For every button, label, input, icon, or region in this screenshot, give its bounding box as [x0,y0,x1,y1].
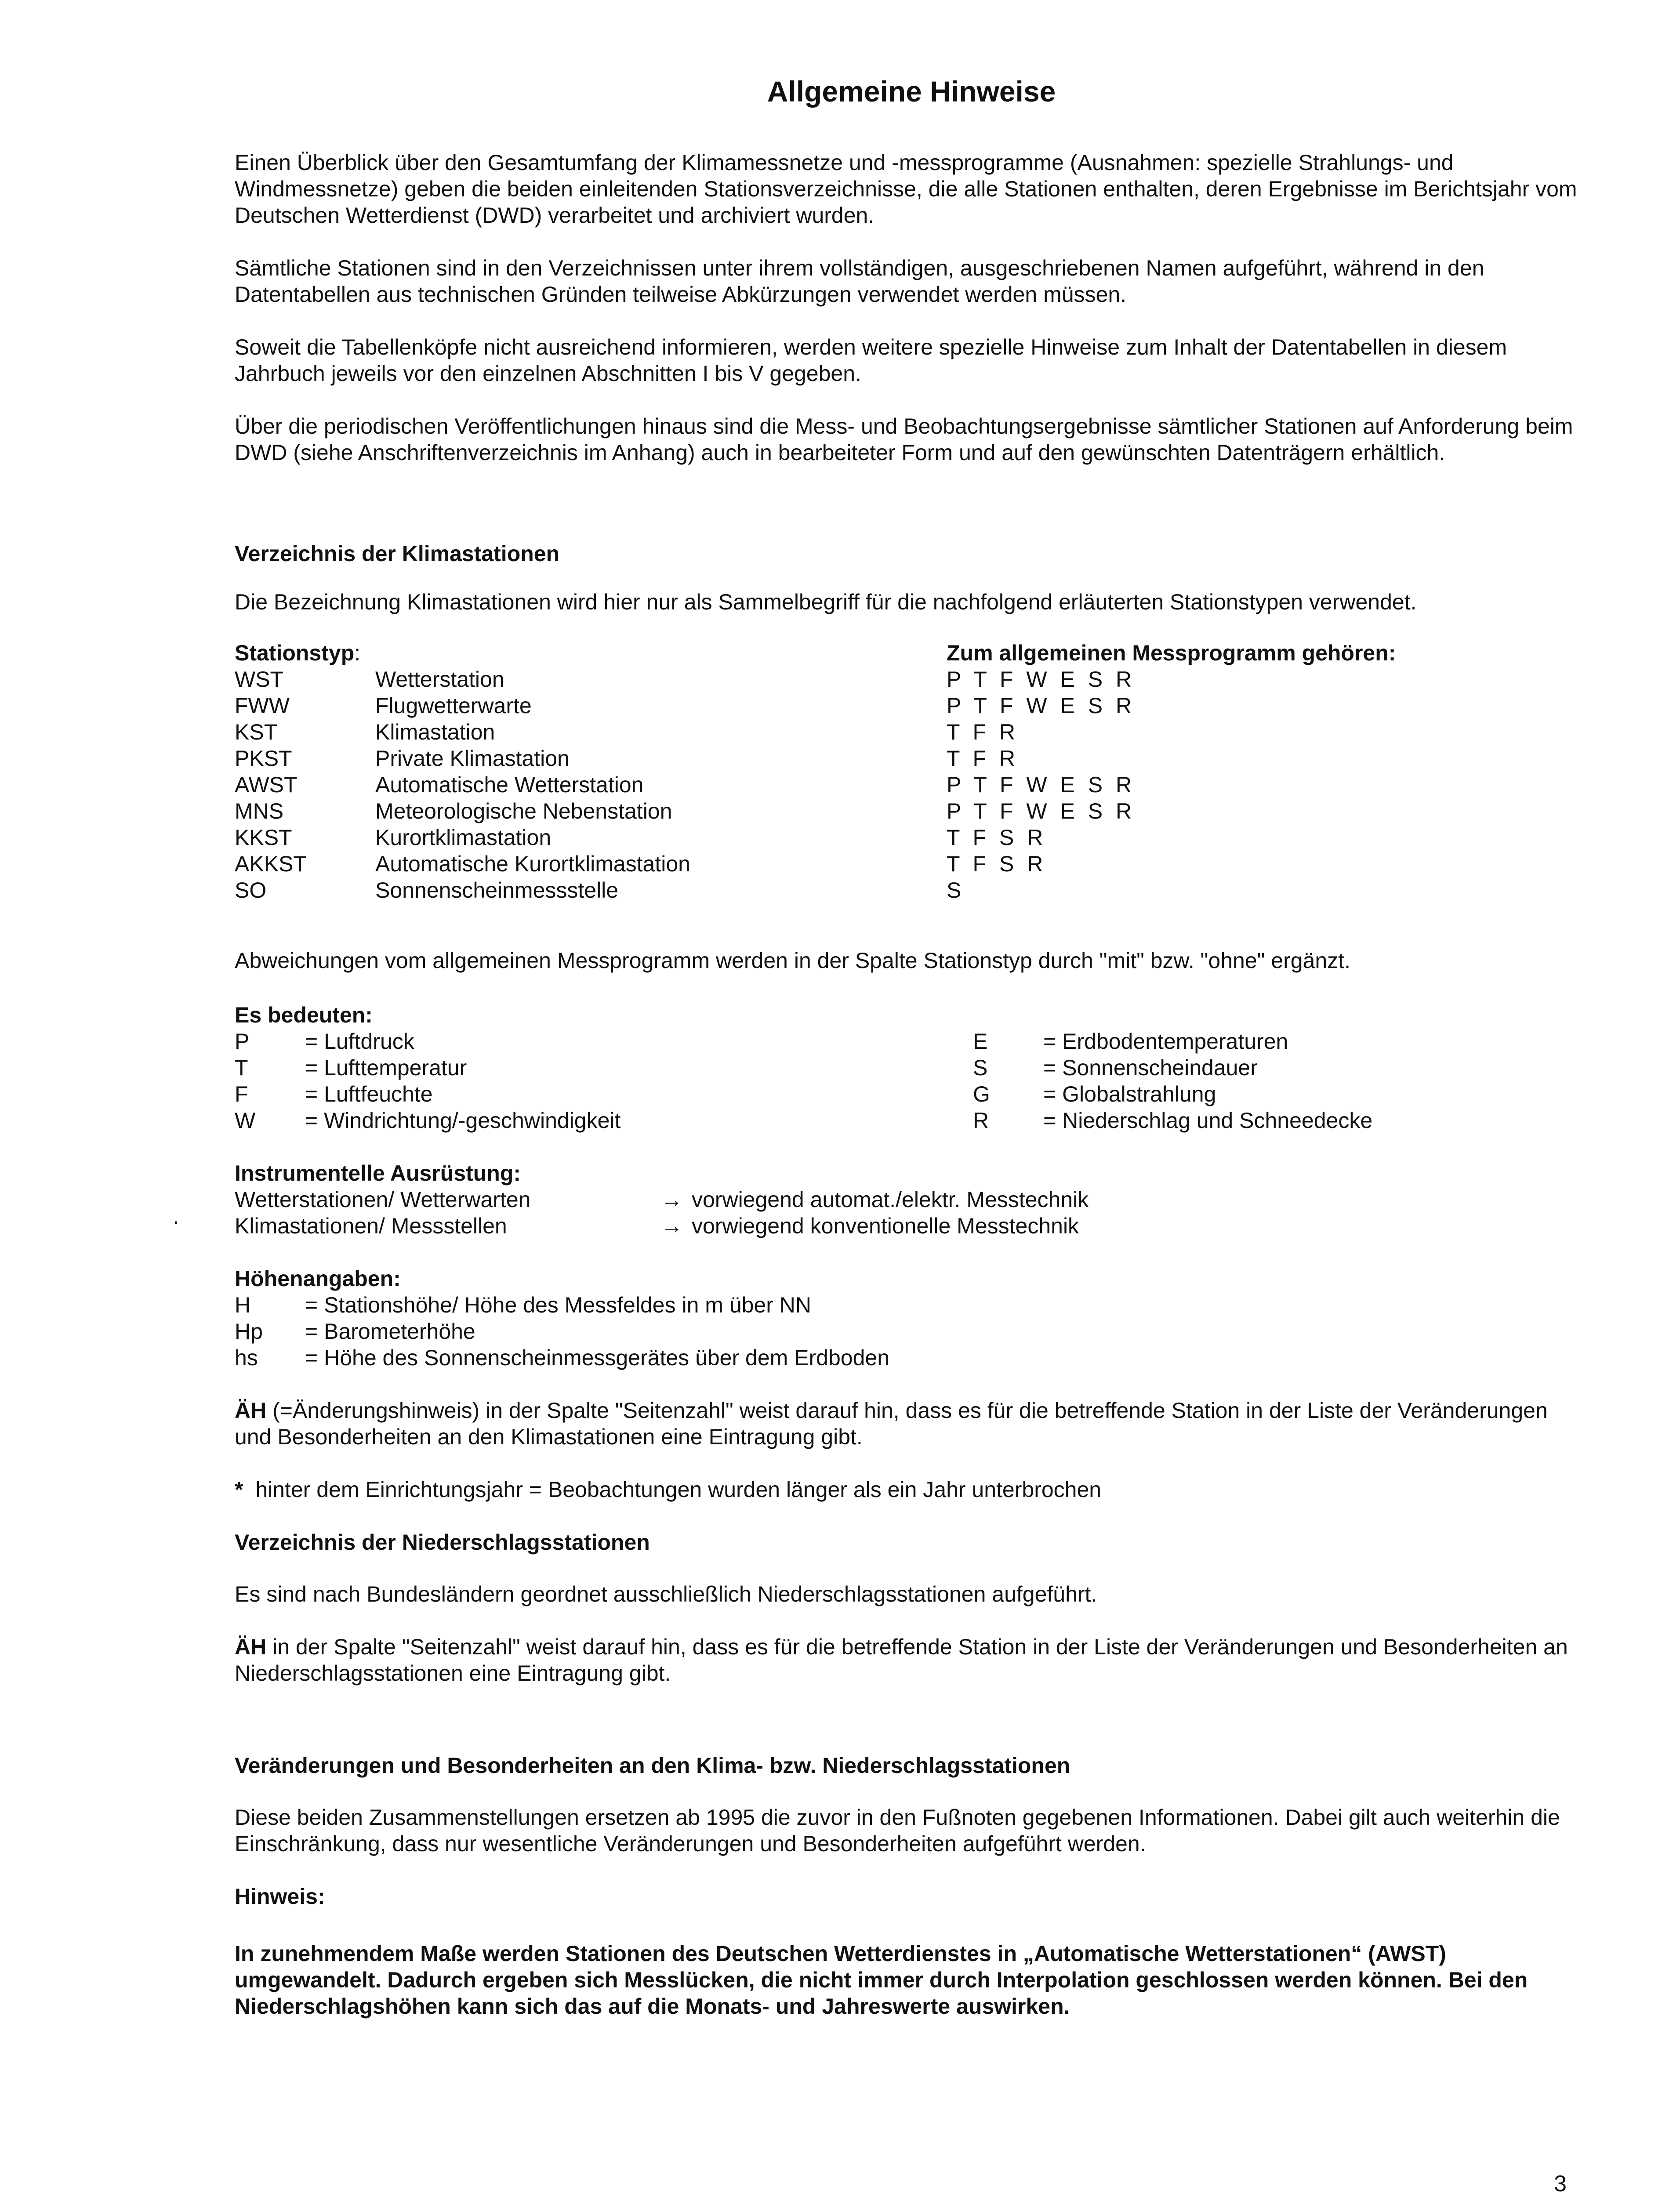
niederschlag-heading: Verzeichnis der Niederschlagsstationen [235,1530,650,1555]
margin-dot: · [172,1209,180,1233]
table-row: FWW Flugwetterwarte P T F W E S R [235,693,1136,718]
table-row: KKST Kurortklimastation T F S R [235,825,1047,850]
instruments-section [235,1160,1588,1239]
list-item: E = Erdbodentemperaturen [973,1029,1288,1054]
list-item: P = Luftdruck [235,1029,414,1054]
legend-right-column [973,1028,1372,1134]
station-table-header [235,640,1588,666]
table-row: AWST Automatische Wetterstation P T F W E S R [235,772,1136,797]
list-item: W = Windrichtung/-geschwindigkeit [235,1108,621,1133]
list-item: F = Luftfeuchte [235,1082,433,1106]
legend-heading: Es bedeuten: [235,1003,373,1027]
ah-note: ÄH (=Änderungshinweis) in der Spalte "Seitenzahl" weist darauf hin, dass es für die betreffende Station in der Liste der Veränderungen und Besonderheiten an den Klimastationen eine Eintragung gibt. [235,1398,1548,1449]
legend-left-column [235,1028,973,1134]
instruments-heading: Instrumentelle Ausrüstung: [235,1161,521,1186]
table-row: PKST Private Klimastation T F R [235,746,1019,771]
deviation-note: Abweichungen vom allgemeinen Messprogramm werden in der Spalte Stationstyp durch "mit" bzw. "ohne" ergänzt. [235,948,1350,973]
station-type-table [235,640,1588,903]
intro-paragraph-1: Einen Überblick über den Gesamtumfang der Klimamessnetze und -messprogramme (Ausnahmen: spezielle Strahlungs- und Windmessnetze) geben die beiden einleitenden Stationsverzeichnisse, die alle Stationen enthalten, deren Ergebnisse im Berichtsjahr vom Deutschen Wetterdienst (DWD) verarbeitet und archiviert wurden. [235,150,1577,228]
list-item: T = Lufttemperatur [235,1055,467,1080]
heights-section [235,1265,1588,1371]
list-item: H = Stationshöhe/ Höhe des Messfeldes in m über NN [235,1293,812,1317]
list-item: hs = Höhe des Sonnenscheinmessgerätes über dem Erdboden [235,1345,890,1370]
station-type-header: Stationstyp: [235,641,361,665]
klima-heading: Verzeichnis der Klimastationen [235,541,560,566]
list-item: G = Globalstrahlung [973,1082,1216,1106]
changes-heading: Veränderungen und Besonderheiten an den Klima- bzw. Niederschlagsstationen [235,1753,1070,1778]
list-item: R = Niederschlag und Schneedecke [973,1108,1373,1133]
list-item: Klimastationen/ Messstellen → vorwiegend konventionelle Messtechnik [235,1214,1079,1238]
hint-label: Hinweis: [235,1884,325,1909]
niederschlag-ah-note: ÄH in der Spalte "Seitenzahl" weist darauf hin, dass es für die betreffende Station in der Liste der Veränderungen und Besonderheiten an Niederschlagsstationen eine Eintragung gibt. [235,1635,1568,1686]
legend [235,1002,1588,1134]
heights-heading: Höhenangaben: [235,1266,401,1291]
intro-paragraph-2: Sämtliche Stationen sind in den Verzeichnissen unter ihrem vollständigen, ausgeschriebenen Namen aufgeführt, während in den Datentabellen aus technischen Gründen teilweise Abkürzungen verwendet werden müssen. [235,256,1484,307]
table-row: AKKST Automatische Kurortklimastation T F S R [235,852,1047,876]
page-title: Allgemeine Hinweise [767,75,1056,108]
star-note: * hinter dem Einrichtungsjahr = Beobachtungen wurden länger als ein Jahr unterbrochen [235,1477,1102,1502]
intro-paragraph-4: Über die periodischen Veröffentlichungen hinaus sind die Mess- und Beobachtungsergebnisse sämtlicher Stationen auf Anforderung beim DWD (siehe Anschriftenverzeichnis im Anhang) auch in bearbeiteter Form und auf den gewünschten Datenträgern erhältlich. [235,414,1573,465]
table-row: MNS Meteorologische Nebenstation P T F W E S R [235,799,1136,823]
program-header: Zum allgemeinen Messprogramm gehören: [947,641,1396,665]
table-row: SO Sonnenscheinmessstelle S [235,878,965,903]
document-page [235,66,1588,2019]
changes-text: Diese beiden Zusammenstellungen ersetzen ab 1995 die zuvor in den Fußnoten gegebenen Informationen. Dabei gilt auch weiterhin die Einschränkung, dass nur wesentliche Veränderungen und Besonderheiten aufgeführt werden. [235,1805,1560,1856]
list-item: S = Sonnenscheindauer [973,1055,1258,1080]
list-item: Wetterstationen/ Wetterwarten → vorwiegend automat./elektr. Messtechnik [235,1187,1089,1212]
table-row: KST Klimastation T F R [235,720,1019,744]
legend-columns [235,1028,1588,1134]
klima-intro: Die Bezeichnung Klimastationen wird hier nur als Sammelbegriff für die nachfolgend erläuterten Stationstypen verwendet. [235,590,1417,614]
arrow-right-icon: → [661,1214,683,1238]
page-number: 3 [1554,2171,1567,2197]
list-item: Hp = Barometerhöhe [235,1319,475,1344]
hint-text: In zunehmendem Maße werden Stationen des Deutschen Wetterdienstes in „Automatische Wetterstationen“ (AWST) umgewandelt. Dadurch ergeben sich Messlücken, die nicht immer durch Interpolation geschlossen werden können. Bei den Niederschlagshöhen kann sich das auf die Monats- und Jahreswerte auswirken. [235,1941,1528,2019]
arrow-right-icon: → [661,1187,683,1212]
intro-paragraph-3: Soweit die Tabellenköpfe nicht ausreichend informieren, werden weitere spezielle Hinweise zum Inhalt der Datentabellen in diesem Jahrbuch jeweils vor den einzelnen Abschnitten I bis V gegeben. [235,335,1507,386]
niederschlag-intro: Es sind nach Bundesländern geordnet ausschließlich Niederschlagsstationen aufgeführt. [235,1582,1097,1606]
table-row: WST Wetterstation P T F W E S R [235,667,1136,692]
